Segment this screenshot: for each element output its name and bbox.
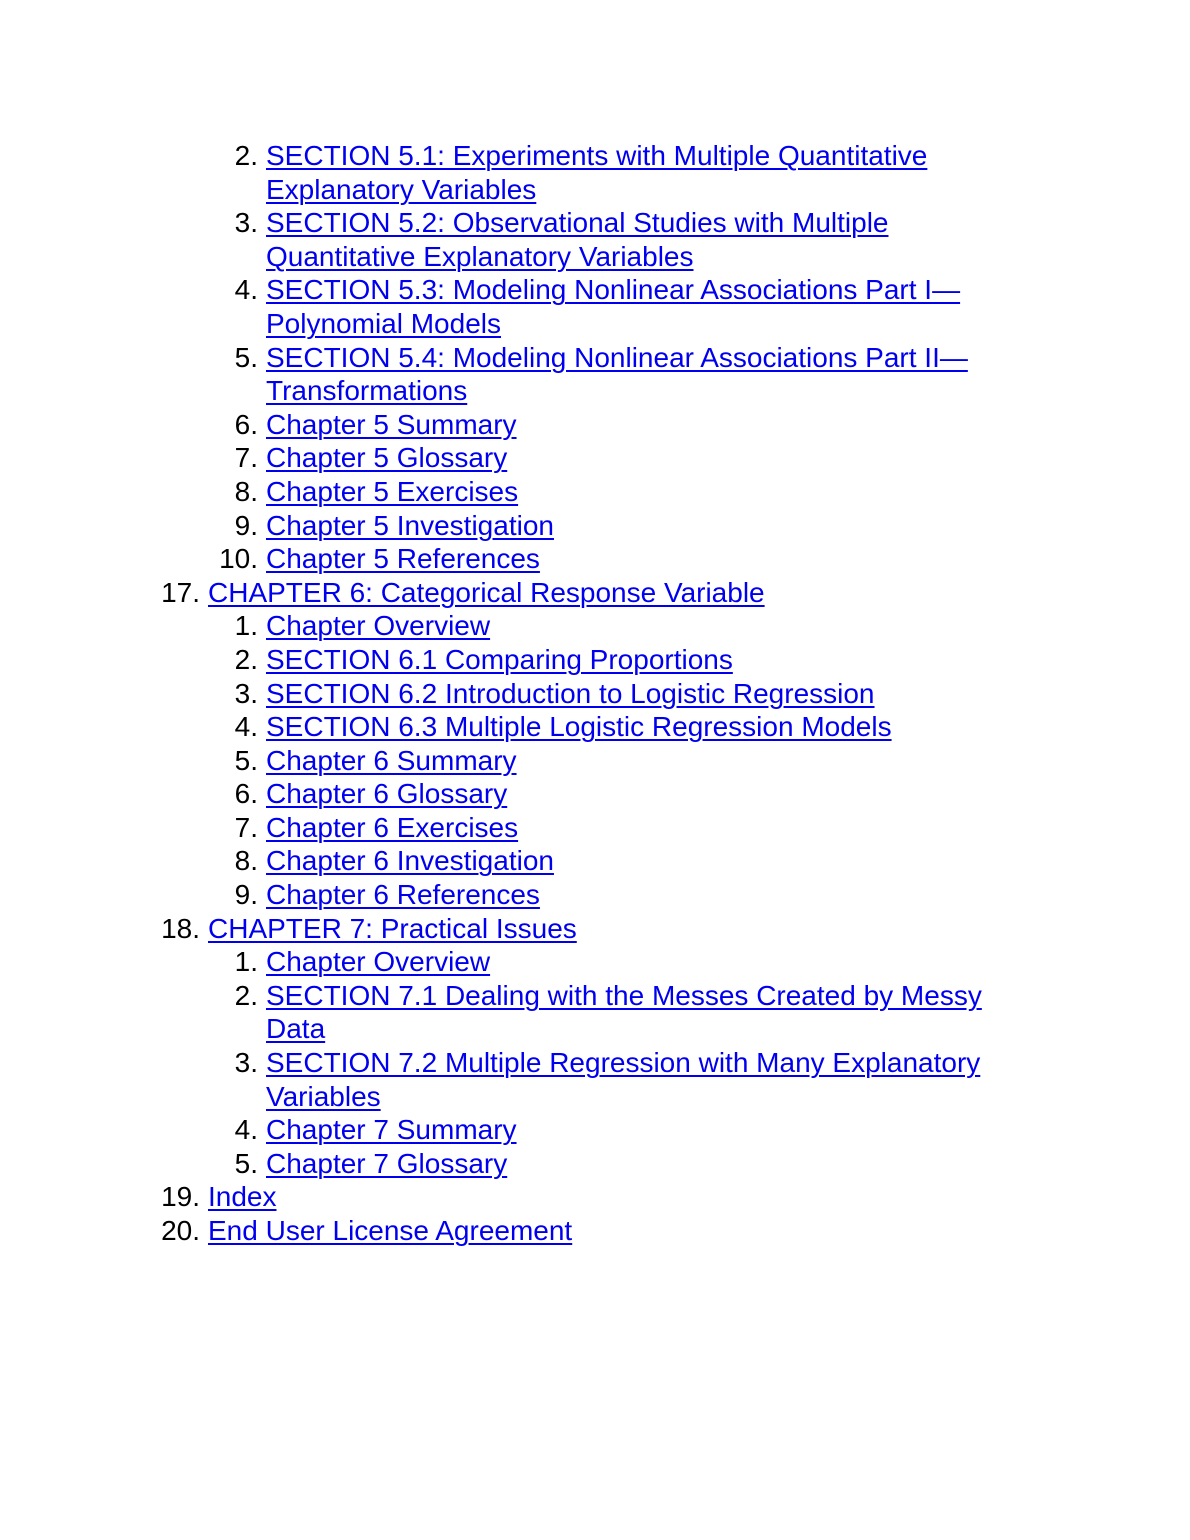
- toc-link[interactable]: SECTION 7.1 Dealing with the Messes Created by Messy Data: [266, 979, 982, 1045]
- toc-link[interactable]: Chapter 6 Summary: [266, 744, 517, 776]
- toc-number: 2.: [234, 140, 258, 171]
- toc-number: 19.: [161, 1181, 200, 1213]
- toc-chapter-entry: [0, 576, 1190, 610]
- toc-number: 3.: [234, 207, 258, 239]
- toc-link[interactable]: SECTION 7.2 Multiple Regression with Many Explanatory Variables: [266, 1047, 981, 1112]
- toc-number: 5.: [234, 744, 258, 776]
- toc-entry: [0, 139, 1190, 206]
- toc-entry: [0, 1147, 1190, 1181]
- toc-entry: [0, 710, 1190, 744]
- toc-entry: [0, 979, 1190, 1046]
- toc-number: 6.: [234, 408, 258, 440]
- toc-number: 4.: [234, 1114, 258, 1146]
- toc-number: 1.: [234, 946, 258, 978]
- toc-number: 8.: [234, 845, 258, 877]
- toc-link[interactable]: Chapter 7 Summary: [266, 1114, 517, 1146]
- toc-number: 7.: [234, 442, 258, 474]
- toc-entry: [0, 777, 1190, 811]
- toc-number: 5.: [234, 1147, 258, 1179]
- toc-link[interactable]: Chapter 5 Investigation: [266, 509, 554, 541]
- toc-entry: [0, 878, 1190, 912]
- toc-link[interactable]: Chapter 5 References: [266, 543, 540, 575]
- toc-link[interactable]: SECTION 6.1 Comparing Proportions: [266, 643, 733, 675]
- toc-number: 2.: [234, 979, 258, 1011]
- toc-entry: [0, 408, 1190, 442]
- toc-entry: [0, 744, 1190, 778]
- toc-entry: [0, 509, 1190, 543]
- toc-number: 9.: [234, 509, 258, 541]
- toc-link[interactable]: SECTION 5.3: Modeling Nonlinear Associations Part I—Polynomial Models: [266, 274, 961, 339]
- toc-entry: [0, 475, 1190, 509]
- toc-number: 17.: [161, 576, 200, 608]
- toc-license-link[interactable]: End User License Agreement: [208, 1215, 573, 1246]
- toc-link[interactable]: Chapter 5 Exercises: [266, 475, 519, 507]
- toc-entry: [0, 844, 1190, 878]
- toc-link[interactable]: SECTION 5.1: Experiments with Multiple Quantitative Explanatory Variables: [266, 140, 928, 205]
- toc-link[interactable]: SECTION 5.4: Modeling Nonlinear Associations Part II—Transformations: [266, 341, 968, 407]
- toc-entry: [0, 341, 1190, 408]
- toc-link[interactable]: Chapter Overview: [266, 610, 491, 642]
- toc-entry: [0, 643, 1190, 677]
- toc-entry: [0, 441, 1190, 475]
- toc-index-link[interactable]: Index: [208, 1181, 277, 1213]
- toc-number: 20.: [161, 1215, 200, 1246]
- toc-link[interactable]: SECTION 5.2: Observational Studies with Multiple Quantitative Explanatory Variables: [266, 207, 889, 272]
- toc-number: 4.: [234, 274, 258, 306]
- toc-link[interactable]: Chapter 5 Summary: [266, 408, 517, 440]
- toc-number: 3.: [234, 1047, 258, 1079]
- toc-link[interactable]: Chapter 6 Glossary: [266, 778, 508, 810]
- toc-entry: [0, 609, 1190, 643]
- toc-link[interactable]: Chapter 6 Exercises: [266, 811, 519, 843]
- toc-link[interactable]: SECTION 6.2 Introduction to Logistic Regression: [266, 677, 875, 709]
- toc-number: 7.: [234, 811, 258, 843]
- toc-entry: [0, 677, 1190, 711]
- toc-entry: [0, 945, 1190, 979]
- toc-chapter-entry: [0, 1180, 1190, 1214]
- toc-number: 18.: [161, 912, 200, 944]
- toc-entry: [0, 1046, 1190, 1113]
- toc-entry: [0, 811, 1190, 845]
- toc-number: 5.: [234, 341, 258, 373]
- toc-link[interactable]: Chapter Overview: [266, 946, 491, 978]
- toc-number: 8.: [234, 475, 258, 507]
- toc-entry: [0, 206, 1190, 273]
- toc-number: 9.: [234, 879, 258, 911]
- toc-chapter-entry: [0, 1214, 1190, 1248]
- toc-number: 10.: [219, 543, 258, 575]
- toc-entry: [0, 1113, 1190, 1147]
- toc-number: 2.: [234, 643, 258, 675]
- toc-entry: [0, 273, 1190, 340]
- toc-link[interactable]: Chapter 7 Glossary: [266, 1147, 508, 1179]
- toc-chapter-entry: [0, 912, 1190, 946]
- toc-number: 1.: [234, 610, 258, 642]
- toc-link[interactable]: Chapter 5 Glossary: [266, 442, 508, 474]
- toc-link[interactable]: SECTION 6.3 Multiple Logistic Regression Models: [266, 711, 892, 743]
- toc-chapter-link[interactable]: CHAPTER 6: Categorical Response Variable: [208, 576, 765, 608]
- table-of-contents: [0, 139, 1190, 1248]
- toc-number: 3.: [234, 677, 258, 709]
- toc-chapter-link[interactable]: CHAPTER 7: Practical Issues: [208, 912, 577, 944]
- toc-number: 4.: [234, 711, 258, 743]
- toc-number: 6.: [234, 778, 258, 810]
- toc-link[interactable]: Chapter 6 References: [266, 879, 540, 911]
- toc-entry: [0, 542, 1190, 576]
- toc-link[interactable]: Chapter 6 Investigation: [266, 845, 554, 877]
